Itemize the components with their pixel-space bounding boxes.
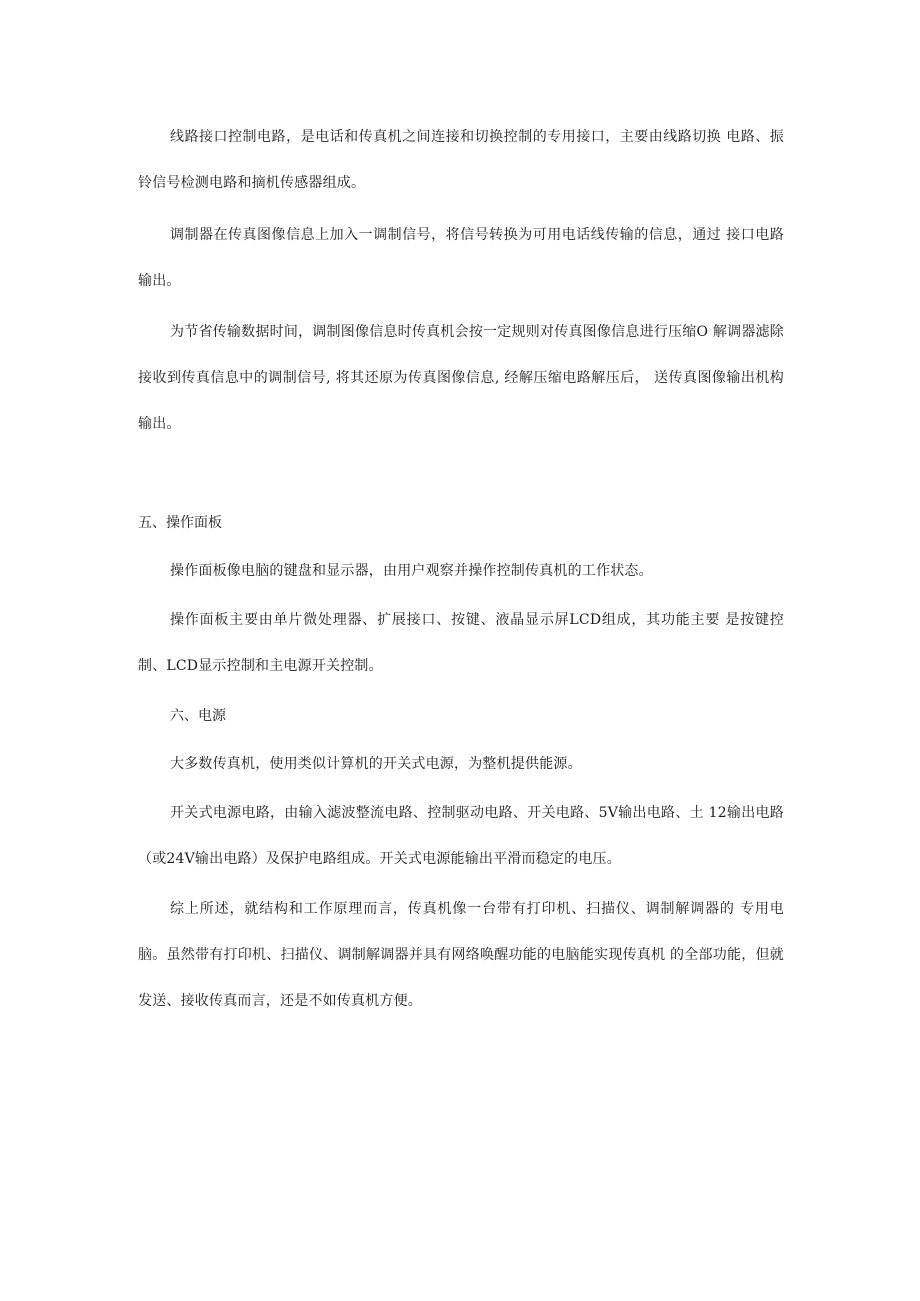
paragraph-panel-components: 操作面板主要由单片微处理器、扩展接口、按键、液晶显示屏LCD组成，其功能主要 是按键控制、LCD显示控制和主电源开关控制。 [138, 612, 784, 674]
section-heading-operation-panel: 五、操作面板 [138, 515, 222, 531]
paragraph-power-circuit: 开关式电源电路，由输入滤波整流电路、控制驱动电路、开关电路、5V输出电路、土 12输出电路（或24V输出电路）及保护电路组成。开关式电源能输出平滑而稳定的电压。 [138, 805, 784, 867]
paragraph-modulator: 调制器在传真图像信息上加入一调制信号，将信号转换为可用电话线传输的信息，通过 接口电路输出。 [138, 227, 784, 289]
paragraph-line-interface: 线路接口控制电路，是电话和传真机之间连接和切换控制的专用接口，主要由线路切换 电路、振铃信号检测电路和摘机传感器组成。 [138, 129, 784, 191]
paragraph-compression: 为节省传输数据时间，调制图像信息时传真机会按一定规则对传真图像信息进行压缩O 解调器滤除接收到传真信息中的调制信号, 将其还原为传真图像信息, 经解压缩电路解压后， 送传真图像输出机构输出。 [138, 324, 784, 432]
paragraph-power-intro: 大多数传真机，使用类似计算机的开关式电源，为整机提供能源。 [170, 756, 582, 772]
paragraph-summary: 综上所述，就结构和工作原理而言，传真机像一台带有打印机、扫描仪、调制解调器的 专用电脑。虽然带有打印机、扫描仪、调制解调器并具有网络唤醒功能的电脑能实现传真机 的全部功能，但就发送、接收传真而言，还是不如传真机方便。 [138, 901, 784, 1009]
section-heading-power: 六、电源 [170, 708, 226, 724]
paragraph-panel-description: 操作面板像电脑的键盘和显示器，由用户观察并操作控制传真机的工作状态。 [170, 563, 653, 579]
